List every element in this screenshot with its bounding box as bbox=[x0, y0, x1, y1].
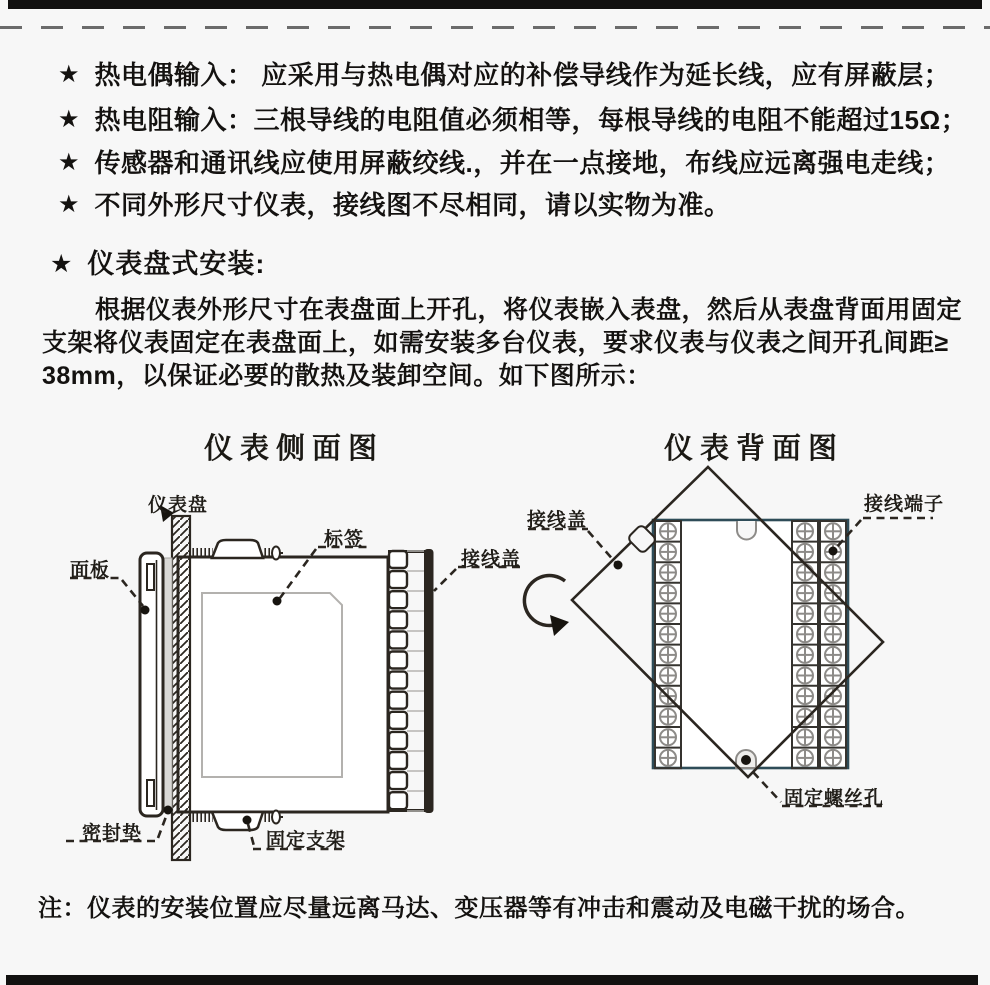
label-gasket: 密封垫 bbox=[82, 823, 143, 844]
installation-note: 注：仪表的安装位置应尽量远离马达、变压器等有冲击和震动及电磁干扰的场合。 bbox=[38, 895, 920, 922]
label-terminal-block: 接线端子 bbox=[864, 494, 945, 515]
top-tab bbox=[737, 521, 756, 540]
front-bezel bbox=[140, 553, 163, 816]
paragraph-line-1: 根据仪表外形尺寸在表盘面上开孔，将仪表嵌入表盘，然后从表盘背面用固定 bbox=[95, 296, 963, 324]
star-icon: ★ bbox=[50, 250, 73, 278]
side-view-title: 仪表侧面图 bbox=[204, 433, 385, 465]
bullet-wiring-diagram bbox=[58, 190, 731, 220]
label-front-panel: 面板 bbox=[70, 560, 111, 581]
fixing-bracket-bottom bbox=[212, 812, 263, 830]
terminal-cover-bar bbox=[424, 549, 434, 813]
bullet-text: 不同外形尺寸仪表，接线图不尽相同，请以实物为准。 bbox=[94, 190, 731, 220]
screw-thread bbox=[190, 548, 213, 558]
section-heading-panel-mount bbox=[50, 248, 265, 280]
tag-area bbox=[202, 593, 342, 777]
bullet-rtd bbox=[58, 105, 967, 135]
screw-head bbox=[272, 811, 280, 824]
page-top-edge-bar bbox=[8, 0, 982, 9]
screw-thread bbox=[263, 812, 272, 822]
bezel-clip bbox=[147, 780, 154, 806]
section-title: 仪表盘式安装: bbox=[87, 249, 266, 279]
rotate-arrow-head bbox=[550, 615, 569, 636]
screw-thread bbox=[263, 548, 272, 558]
label-terminal-cover-side: 接线盖 bbox=[461, 549, 522, 570]
star-icon: ★ bbox=[58, 149, 80, 176]
bullet-text: 热电阻输入：三根导线的电阻值必须相等，每根导线的电阻不能超过15Ω； bbox=[94, 105, 968, 135]
paragraph-line-3: 38mm，以保证必要的散热及装卸空间。如下图所示： bbox=[42, 362, 652, 390]
label-fixing-screw-hole: 固定螺丝孔 bbox=[784, 788, 885, 809]
bullet-text: 传感器和通讯线应使用屏蔽绞线.，并在一点接地，布线应远离强电走线； bbox=[94, 148, 951, 178]
label-tag: 标签 bbox=[324, 529, 365, 550]
mounting-panel bbox=[172, 516, 190, 860]
paragraph-line-2: 支架将仪表固定在表盘面上，如需安装多台仪表，要求仪表与仪表之间开孔间距≥ bbox=[42, 329, 949, 357]
label-fixing-bracket: 固定支架 bbox=[266, 830, 347, 851]
terminal-strip-lines bbox=[407, 551, 424, 811]
label-terminal-cover-back: 接线盖 bbox=[527, 510, 588, 531]
bullet-text: 热电偶输入： 应采用与热电偶对应的补偿导线作为延长线，应有屏蔽层； bbox=[94, 60, 951, 90]
terminal-strip bbox=[389, 551, 407, 809]
fixing-screw-hole-dot bbox=[741, 755, 751, 765]
back-view-title: 仪表背面图 bbox=[664, 433, 845, 465]
screw-head bbox=[272, 547, 280, 560]
label-mounting-panel: 仪表盘 bbox=[148, 495, 209, 516]
page-bottom-edge-bar bbox=[6, 975, 978, 985]
star-icon: ★ bbox=[58, 191, 80, 218]
screw-thread bbox=[190, 812, 213, 822]
bezel-clip bbox=[147, 564, 154, 590]
rotate-arrow bbox=[524, 576, 565, 626]
star-icon: ★ bbox=[58, 61, 80, 88]
bullet-shielded-wire bbox=[58, 148, 950, 178]
fixing-bracket-top bbox=[212, 540, 263, 558]
star-icon: ★ bbox=[58, 106, 80, 133]
cut-line-separator bbox=[0, 26, 990, 29]
bullet-thermocouple bbox=[58, 60, 950, 90]
